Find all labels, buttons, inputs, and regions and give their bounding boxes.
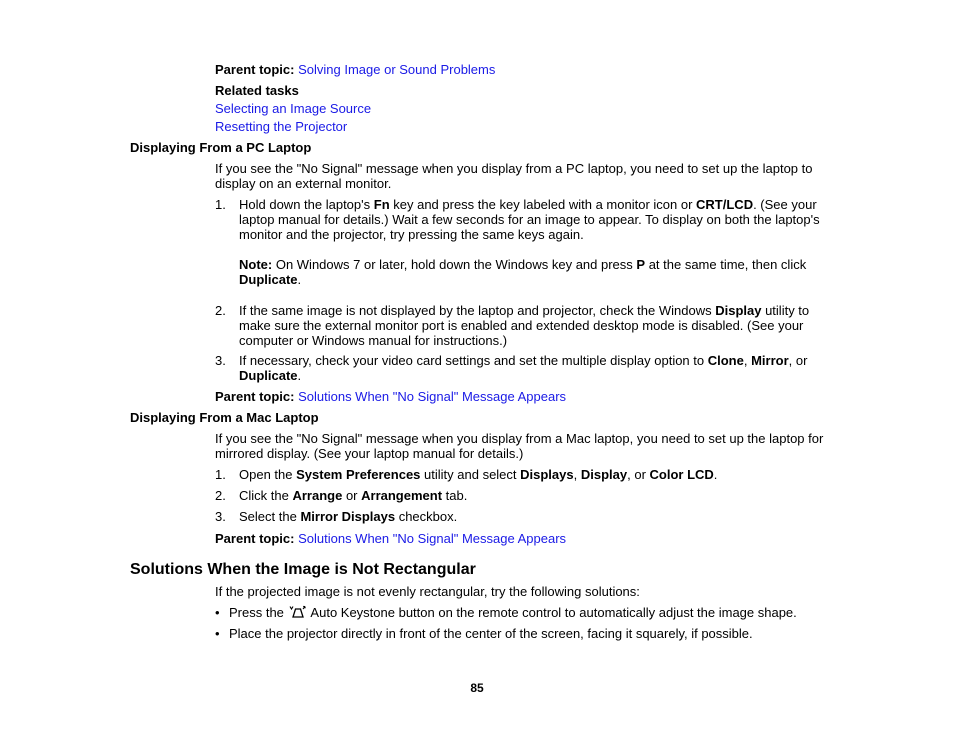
pc-step-1: Hold down the laptop's Fn key and press the key labeled with a monitor icon or CRT/LCD. (See your laptop manual for details.) Wait a few seconds for an image to appear. To display on both the laptop's monitor and the projector, try pressing the same keys again. — [239, 197, 820, 242]
step-number: 3. — [215, 509, 226, 524]
pc-step-3: If necessary, check your video card settings and set the multiple display option to Clone, Mirror, or Duplicate. — [239, 353, 808, 383]
pc-step-2: If the same image is not displayed by the laptop and projector, check the Windows Display utility to make sure the external monitor port is enabled and extended desktop mode is disabled. (See your computer or Windows manual for instructions.) — [239, 303, 810, 348]
auto-keystone-icon — [288, 605, 308, 619]
bullet-marker: • — [215, 626, 220, 641]
mac-step-2: Click the Arrange or Arrangement tab. — [239, 488, 468, 503]
rect-intro-paragraph: If the projected image is not evenly rectangular, try the following solutions: — [215, 584, 640, 599]
step-number: 1. — [215, 467, 226, 482]
mac-step-1: Open the System Preferences utility and select Displays, Display, or Color LCD. — [239, 467, 718, 482]
bullet-marker: • — [215, 605, 220, 620]
page-number: 85 — [470, 681, 484, 695]
mac-intro-paragraph: If you see the "No Signal" message when you display from a Mac laptop, you need to set up the laptop for mirrored display. (See your laptop manual for details.) — [215, 431, 824, 461]
mac-laptop-heading: Displaying From a Mac Laptop — [130, 410, 319, 425]
step-number: 2. — [215, 303, 226, 318]
parent-topic-link[interactable]: Solving Image or Sound Problems — [298, 62, 496, 77]
step-number: 2. — [215, 488, 226, 503]
rect-bullet-2: Place the projector directly in front of the center of the screen, facing it squarely, if possible. — [229, 626, 753, 641]
pc-intro-paragraph: If you see the "No Signal" message when you display from a PC laptop, you need to set up the laptop to display on an external monitor. — [215, 161, 813, 191]
pc-note: Note: On Windows 7 or later, hold down the Windows key and press P at the same time, then click Duplicate. — [239, 257, 807, 287]
mac-step-3: Select the Mirror Displays checkbox. — [239, 509, 458, 524]
step-number: 1. — [215, 197, 226, 212]
parent-topic-line — [215, 389, 566, 404]
parent-topic-label: Parent topic: — [215, 389, 295, 404]
parent-topic-link[interactable]: Solutions When "No Signal" Message Appears — [298, 389, 567, 404]
parent-topic-link[interactable]: Solutions When "No Signal" Message Appears — [298, 531, 567, 546]
pc-laptop-heading: Displaying From a PC Laptop — [130, 140, 312, 155]
parent-topic-line — [215, 62, 495, 77]
section-heading: Solutions When the Image is Not Rectangular — [130, 561, 476, 578]
rect-bullet-1: Press the Auto Keystone button on the remote control to automatically adjust the image shape. — [229, 605, 797, 620]
parent-topic-label: Parent topic: — [215, 62, 295, 77]
related-task-link[interactable]: Selecting an Image Source — [215, 101, 372, 116]
related-task-link[interactable]: Resetting the Projector — [215, 119, 348, 134]
related-tasks-heading: Related tasks — [215, 83, 299, 98]
note-label: Note: — [239, 257, 273, 272]
step-number: 3. — [215, 353, 226, 368]
parent-topic-line — [215, 531, 566, 546]
parent-topic-label: Parent topic: — [215, 531, 295, 546]
